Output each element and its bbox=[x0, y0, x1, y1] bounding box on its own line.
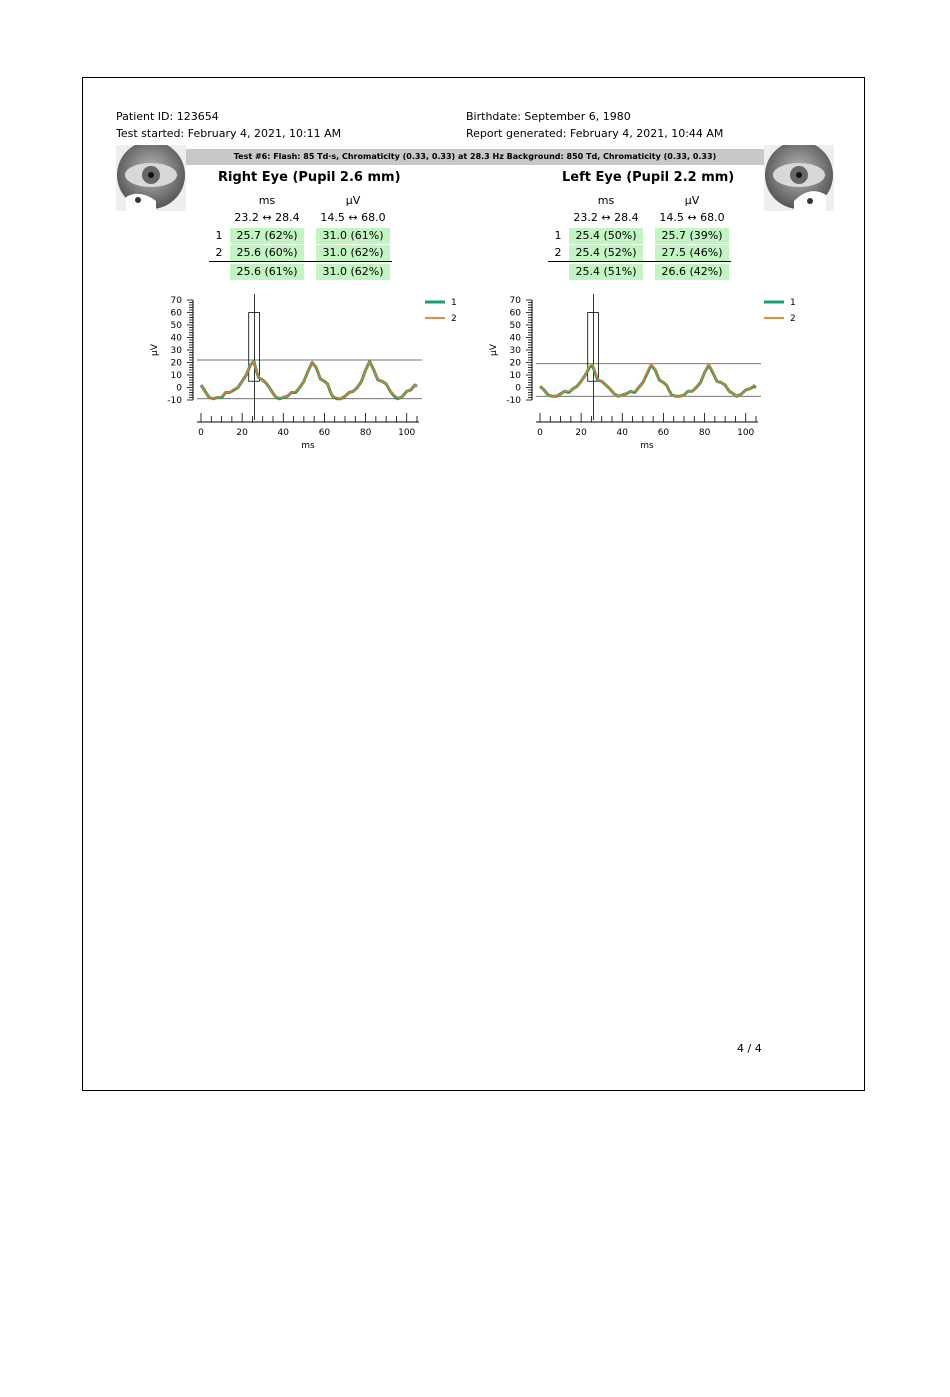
y-tick-label: 60 bbox=[170, 308, 182, 319]
y-tick-label: 10 bbox=[170, 371, 182, 381]
right-eye-waveform-chart bbox=[140, 288, 470, 458]
y-tick-label: 40 bbox=[170, 333, 182, 344]
y-axis-label: µV bbox=[150, 344, 160, 356]
x-axis-label: ms bbox=[640, 441, 654, 451]
left-range-uv: 14.5 ↔ 68.0 bbox=[659, 211, 725, 224]
legend-label: 1 bbox=[451, 298, 457, 308]
y-tick-label: 70 bbox=[509, 296, 521, 306]
x-tick-label: 100 bbox=[737, 428, 755, 438]
legend-label: 2 bbox=[451, 314, 457, 324]
x-axis-label: ms bbox=[301, 441, 315, 451]
left-avg-ms: 25.4 (51%) bbox=[569, 264, 643, 280]
x-tick-label: 0 bbox=[537, 428, 543, 438]
left-col-ms: ms bbox=[597, 194, 615, 207]
left-eye-waveform-chart bbox=[479, 288, 809, 458]
left-avg-uv: 26.6 (42%) bbox=[655, 264, 729, 280]
left-row-index: 1 bbox=[554, 229, 562, 242]
left-row-ms: 25.4 (52%) bbox=[569, 245, 643, 261]
right-row-uv: 31.0 (62%) bbox=[316, 245, 390, 261]
y-tick-label: 50 bbox=[170, 321, 182, 331]
right-eye-photo bbox=[116, 145, 186, 211]
y-tick-label: -10 bbox=[506, 396, 521, 406]
left-row-uv: 25.7 (39%) bbox=[655, 228, 729, 244]
report-generated: Report generated: February 4, 2021, 10:44 AM bbox=[466, 127, 724, 140]
x-tick-label: 80 bbox=[698, 428, 711, 438]
y-tick-label: 10 bbox=[509, 371, 521, 381]
right-range-ms: 23.2 ↔ 28.4 bbox=[234, 211, 300, 224]
y-tick-label: 60 bbox=[509, 308, 521, 319]
table-divider bbox=[209, 261, 392, 262]
right-avg-ms: 25.6 (61%) bbox=[230, 264, 304, 280]
y-tick-label: 20 bbox=[170, 358, 182, 369]
right-range-uv: 14.5 ↔ 68.0 bbox=[320, 211, 386, 224]
right-row-index: 1 bbox=[215, 229, 223, 242]
series-1-line bbox=[201, 361, 417, 399]
right-col-ms: ms bbox=[258, 194, 276, 207]
x-tick-label: 60 bbox=[318, 428, 331, 438]
x-tick-label: 40 bbox=[277, 428, 290, 438]
y-tick-label: 40 bbox=[509, 333, 521, 344]
y-tick-label: 50 bbox=[509, 321, 521, 331]
x-tick-label: 100 bbox=[398, 428, 416, 438]
x-tick-label: 40 bbox=[616, 428, 629, 438]
patient-id: Patient ID: 123654 bbox=[116, 110, 219, 123]
right-row-ms: 25.6 (60%) bbox=[230, 245, 304, 261]
left-col-uv: µV bbox=[684, 194, 700, 207]
right-row-index: 2 bbox=[215, 246, 223, 259]
y-tick-label: 30 bbox=[170, 346, 182, 356]
x-tick-label: 80 bbox=[359, 428, 372, 438]
legend-label: 2 bbox=[790, 314, 796, 324]
y-axis-label: µV bbox=[489, 344, 499, 356]
left-row-index: 2 bbox=[554, 246, 562, 259]
left-row-ms: 25.4 (50%) bbox=[569, 228, 643, 244]
left-row-uv: 27.5 (46%) bbox=[655, 245, 729, 261]
x-tick-label: 20 bbox=[575, 428, 587, 438]
page-number: 4 / 4 bbox=[737, 1042, 762, 1055]
legend-label: 1 bbox=[790, 298, 796, 308]
left-range-ms: 23.2 ↔ 28.4 bbox=[573, 211, 639, 224]
right-col-uv: µV bbox=[345, 194, 361, 207]
x-tick-label: 60 bbox=[657, 428, 670, 438]
series-2-line bbox=[540, 364, 756, 397]
right-row-uv: 31.0 (61%) bbox=[316, 228, 390, 244]
right-row-ms: 25.7 (62%) bbox=[230, 228, 304, 244]
x-tick-label: 20 bbox=[236, 428, 248, 438]
y-tick-label: 0 bbox=[515, 383, 521, 394]
y-tick-label: 30 bbox=[509, 346, 521, 356]
left-eye-title: Left Eye (Pupil 2.2 mm) bbox=[562, 170, 735, 185]
right-avg-uv: 31.0 (62%) bbox=[316, 264, 390, 280]
y-tick-label: -10 bbox=[167, 396, 182, 406]
test-started: Test started: February 4, 2021, 10:11 AM bbox=[116, 127, 342, 140]
birthdate: Birthdate: September 6, 1980 bbox=[466, 110, 631, 123]
page-frame bbox=[82, 77, 865, 1091]
table-divider bbox=[548, 261, 731, 262]
y-tick-label: 70 bbox=[170, 296, 182, 306]
left-eye-photo bbox=[764, 145, 834, 211]
right-eye-title: Right Eye (Pupil 2.6 mm) bbox=[218, 170, 401, 185]
x-tick-label: 0 bbox=[198, 428, 204, 438]
test-banner: Test #6: Flash: 85 Td·s, Chromaticity (0.33, 0.33) at 28.3 Hz Background: 850 Td, Chromaticity (0.33, 0.33) bbox=[186, 149, 764, 165]
y-tick-label: 20 bbox=[509, 358, 521, 369]
y-tick-label: 0 bbox=[176, 383, 182, 394]
